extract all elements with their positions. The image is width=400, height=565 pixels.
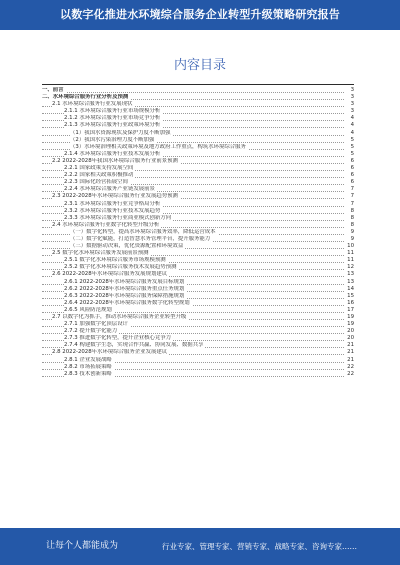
toc-entry[interactable] bbox=[42, 158, 354, 165]
toc-entry-page: 4 bbox=[350, 129, 354, 136]
toc-entry[interactable] bbox=[42, 307, 354, 314]
toc-entry-title: 2.7.1 加强数字化顶层设计 bbox=[64, 321, 128, 328]
toc-entry[interactable] bbox=[42, 108, 354, 115]
toc-entry-title: 2.6.2 2022-2028年水环境综合服务重点任务规划 bbox=[64, 285, 185, 292]
toc-entry-title: 2.5.2 数字化水环境综合服务技术发展趋势预测 bbox=[64, 264, 177, 271]
toc-entry-title: 2.2.2 国家相关政策积极推动 bbox=[64, 172, 134, 179]
toc-entry[interactable] bbox=[42, 186, 354, 193]
toc-entry-title: 二、水环境综合服务行业分析及预测 bbox=[42, 94, 129, 101]
toc-entry-title: 2.2.1 国家政策支持发展空间 bbox=[64, 165, 134, 172]
toc-entry-title: （3）水环境治理相关政策环境及地方政府工作重点，构筑水环境综合服务 bbox=[70, 143, 246, 150]
toc-entry-title: 2.6.3 2022-2028年水环境综合服务保障措施规划 bbox=[64, 292, 185, 299]
toc-entry-page: 6 bbox=[350, 172, 354, 179]
toc-entry-title: 2.6.1 2022-2028年水环境综合服务发展目标规划 bbox=[64, 278, 185, 285]
toc-entry-title: 一、前言 bbox=[42, 87, 64, 93]
toc-entry-title: 2.3 2022-2028年水环境综合服务行业发展趋势预测 bbox=[52, 193, 178, 200]
toc-entry-page: 4 bbox=[350, 115, 354, 122]
toc-entry[interactable] bbox=[42, 137, 354, 144]
toc-entry-page: 13 bbox=[347, 271, 354, 278]
toc-entry-title: 2.4 水环境综合服务行业数字化转型升级分析 bbox=[52, 221, 160, 228]
toc-entry[interactable] bbox=[42, 264, 354, 271]
toc-entry[interactable] bbox=[42, 215, 354, 222]
page-footer bbox=[0, 528, 400, 565]
toc-entry-title: 2.1 水环境综合服务行业发展现状 bbox=[52, 101, 133, 108]
toc-entry-title: 2.8.1 企业发展战略 bbox=[64, 356, 112, 363]
table-of-contents bbox=[42, 84, 354, 378]
toc-entry-page: 4 bbox=[350, 122, 354, 129]
toc-entry-title: 2.3.2 水环境综合服务行业技术发展趋势 bbox=[64, 207, 161, 214]
toc-entry-title: （2）我国水污染治理力度不断加强 bbox=[70, 136, 155, 143]
toc-entry-title: 2.2.4 水环境综合服务产业链发展前景 bbox=[64, 186, 155, 193]
toc-entry-page: 5 bbox=[350, 136, 354, 143]
toc-entry-page: 6 bbox=[350, 165, 354, 172]
toc-entry-title: （三）数据驱动决策，优化资源配置和环境效益 bbox=[70, 243, 184, 250]
toc-entry-page: 10 bbox=[347, 243, 354, 250]
toc-top-rule bbox=[42, 84, 354, 85]
toc-entry-title: 2.2 2022-2028年我国水环境综合服务行业前景预测 bbox=[52, 157, 178, 164]
toc-entry[interactable] bbox=[42, 314, 354, 321]
toc-entry-title: 2.8 2022-2028年水环境综合服务企业发展建议 bbox=[52, 349, 168, 356]
toc-entry-title: 2.8.3 技术创新策略 bbox=[64, 370, 112, 377]
toc-entry-title: 2.7.3 推进数字化转型，提升企业核心竞争力 bbox=[64, 335, 172, 342]
toc-entry[interactable] bbox=[42, 151, 354, 158]
toc-entry-page: 8 bbox=[350, 207, 354, 214]
toc-entry[interactable] bbox=[42, 229, 354, 236]
toc-entry[interactable] bbox=[42, 250, 354, 257]
toc-entry-page: 9 bbox=[350, 228, 354, 235]
toc-entry-page: 5 bbox=[350, 143, 354, 150]
toc-entry[interactable] bbox=[42, 321, 354, 328]
toc-entry[interactable] bbox=[42, 201, 354, 208]
toc-entry-title: 2.5 数字化水环境综合服务发展前景预测 bbox=[52, 250, 149, 257]
toc-entry[interactable] bbox=[42, 101, 354, 108]
toc-entry-page: 3 bbox=[350, 101, 354, 108]
toc-entry-page: 21 bbox=[347, 356, 354, 363]
toc-entry-page: 3 bbox=[350, 87, 354, 93]
toc-entry-title: 2.6.4 2022-2028年水环境综合服务数字化转型规划 bbox=[64, 299, 190, 306]
toc-entry[interactable] bbox=[42, 279, 354, 286]
toc-entry-page: 14 bbox=[347, 285, 354, 292]
toc-entry-title: 2.1.1 水环境综合服务行业市场规模分析 bbox=[64, 108, 161, 115]
toc-entry-page: 20 bbox=[347, 328, 354, 335]
toc-entry[interactable] bbox=[42, 87, 354, 94]
toc-entry-page: 19 bbox=[347, 321, 354, 328]
report-title: 以数字化推进水环境综合服务企业转型升级策略研究报告 bbox=[60, 8, 340, 21]
toc-entry-page: 22 bbox=[347, 370, 354, 377]
toc-entry[interactable] bbox=[42, 293, 354, 300]
toc-entry[interactable] bbox=[42, 165, 354, 172]
toc-entry-page: 13 bbox=[347, 278, 354, 285]
toc-entry-page: 21 bbox=[347, 349, 354, 356]
toc-entry[interactable] bbox=[42, 371, 354, 378]
toc-entry[interactable] bbox=[42, 286, 354, 293]
toc-entry-page: 11 bbox=[347, 250, 354, 257]
toc-entry[interactable] bbox=[42, 236, 354, 243]
toc-entry-title: 2.2.3 国际化经营拓展空间 bbox=[64, 179, 128, 186]
toc-entry-page: 11 bbox=[347, 257, 354, 264]
toc-list bbox=[42, 87, 354, 378]
toc-entry-page: 17 bbox=[347, 306, 354, 313]
toc-entry[interactable] bbox=[42, 179, 354, 186]
toc-entry-page: 8 bbox=[350, 214, 354, 221]
toc-entry[interactable] bbox=[42, 349, 354, 356]
toc-entry-title: 2.3.3 水环境综合服务行业商业模式创新方向 bbox=[64, 214, 172, 221]
toc-entry-title: 2.5.1 数字化水环境综合服务市场规模预测 bbox=[64, 257, 166, 264]
toc-entry[interactable] bbox=[42, 193, 354, 200]
toc-entry-page: 6 bbox=[350, 157, 354, 164]
toc-entry[interactable] bbox=[42, 257, 354, 264]
footer-slogan: 让每个人都能成为 bbox=[46, 541, 119, 551]
toc-entry-page: 20 bbox=[347, 335, 354, 342]
page-header bbox=[0, 0, 400, 30]
footer-roles: 行业专家、管理专家、营销专家、战略专家、咨询专家…… bbox=[162, 542, 357, 551]
toc-entry-title: （一）数字化转型，提高水环境综合服务效率，降低运营成本 bbox=[70, 228, 216, 235]
toc-entry[interactable] bbox=[42, 364, 354, 371]
toc-entry-page: 19 bbox=[347, 314, 354, 320]
toc-entry[interactable] bbox=[42, 115, 354, 122]
toc-entry-title: （1）我国水资源现状及保护力度不断加强 bbox=[70, 129, 171, 136]
toc-entry[interactable] bbox=[42, 271, 354, 278]
toc-entry-page: 7 bbox=[350, 186, 354, 193]
toc-entry-page: 16 bbox=[347, 299, 354, 306]
toc-entry[interactable] bbox=[42, 300, 354, 307]
toc-entry-page: 15 bbox=[347, 292, 354, 299]
toc-entry-page: 3 bbox=[350, 108, 354, 115]
toc-entry[interactable] bbox=[42, 144, 354, 151]
toc-entry[interactable] bbox=[42, 342, 354, 349]
toc-entry-page: 7 bbox=[350, 200, 354, 207]
toc-entry-page: 9 bbox=[350, 235, 354, 242]
toc-entry-title: 2.6 2022-2028年水环境综合服务发展规划建议 bbox=[52, 271, 168, 278]
toc-title: 内容目录 bbox=[173, 58, 226, 73]
toc-entry-page: 22 bbox=[347, 363, 354, 370]
toc-entry[interactable] bbox=[42, 130, 354, 137]
toc-entry-page: 12 bbox=[347, 264, 354, 271]
toc-entry-page: 8 bbox=[350, 221, 354, 228]
toc-entry-page: 5 bbox=[350, 150, 354, 157]
toc-entry-title: 2.3.1 水环境综合服务行业竞争格局分析 bbox=[64, 200, 161, 207]
toc-entry-title: 2.1.3 水环境综合服务行业政策环境分析 bbox=[64, 122, 161, 129]
toc-entry-title: （二）数字化赋能，打造智慧水务管理平台，提升服务能力 bbox=[70, 235, 211, 242]
toc-entry[interactable] bbox=[42, 222, 354, 229]
toc-entry[interactable] bbox=[42, 357, 354, 364]
toc-entry[interactable] bbox=[42, 122, 354, 129]
toc-entry-page: 7 bbox=[350, 193, 354, 200]
toc-entry-title: 2.7.2 提升数字化能力 bbox=[64, 328, 118, 335]
toc-entry[interactable] bbox=[42, 208, 354, 215]
toc-entry[interactable] bbox=[42, 94, 354, 101]
toc-entry[interactable] bbox=[42, 328, 354, 335]
toc-entry-title: 2.7 以数字化为抓手，推动水环境综合服务企业转型升级 bbox=[52, 314, 187, 320]
toc-entry-page: 6 bbox=[350, 179, 354, 186]
toc-entry-title: 2.1.2 水环境综合服务行业市场竞争分析 bbox=[64, 115, 161, 122]
toc-leader-dots bbox=[42, 87, 344, 93]
toc-entry[interactable] bbox=[42, 172, 354, 179]
toc-entry-title: 2.6.5 风险防范规划 bbox=[64, 306, 112, 313]
toc-entry-page: 3 bbox=[350, 94, 354, 101]
toc-entry-title: 2.8.2 市场拓展策略 bbox=[64, 363, 112, 370]
toc-entry[interactable] bbox=[42, 335, 354, 342]
toc-entry-title: 2.1.4 水环境综合服务行业技术发展分析 bbox=[64, 150, 161, 157]
toc-entry[interactable] bbox=[42, 243, 354, 250]
toc-entry-page: 21 bbox=[347, 342, 354, 349]
toc-entry-title: 2.7.4 构建数字生态，实现合作共赢、协同发展、数据共享 bbox=[64, 342, 204, 349]
